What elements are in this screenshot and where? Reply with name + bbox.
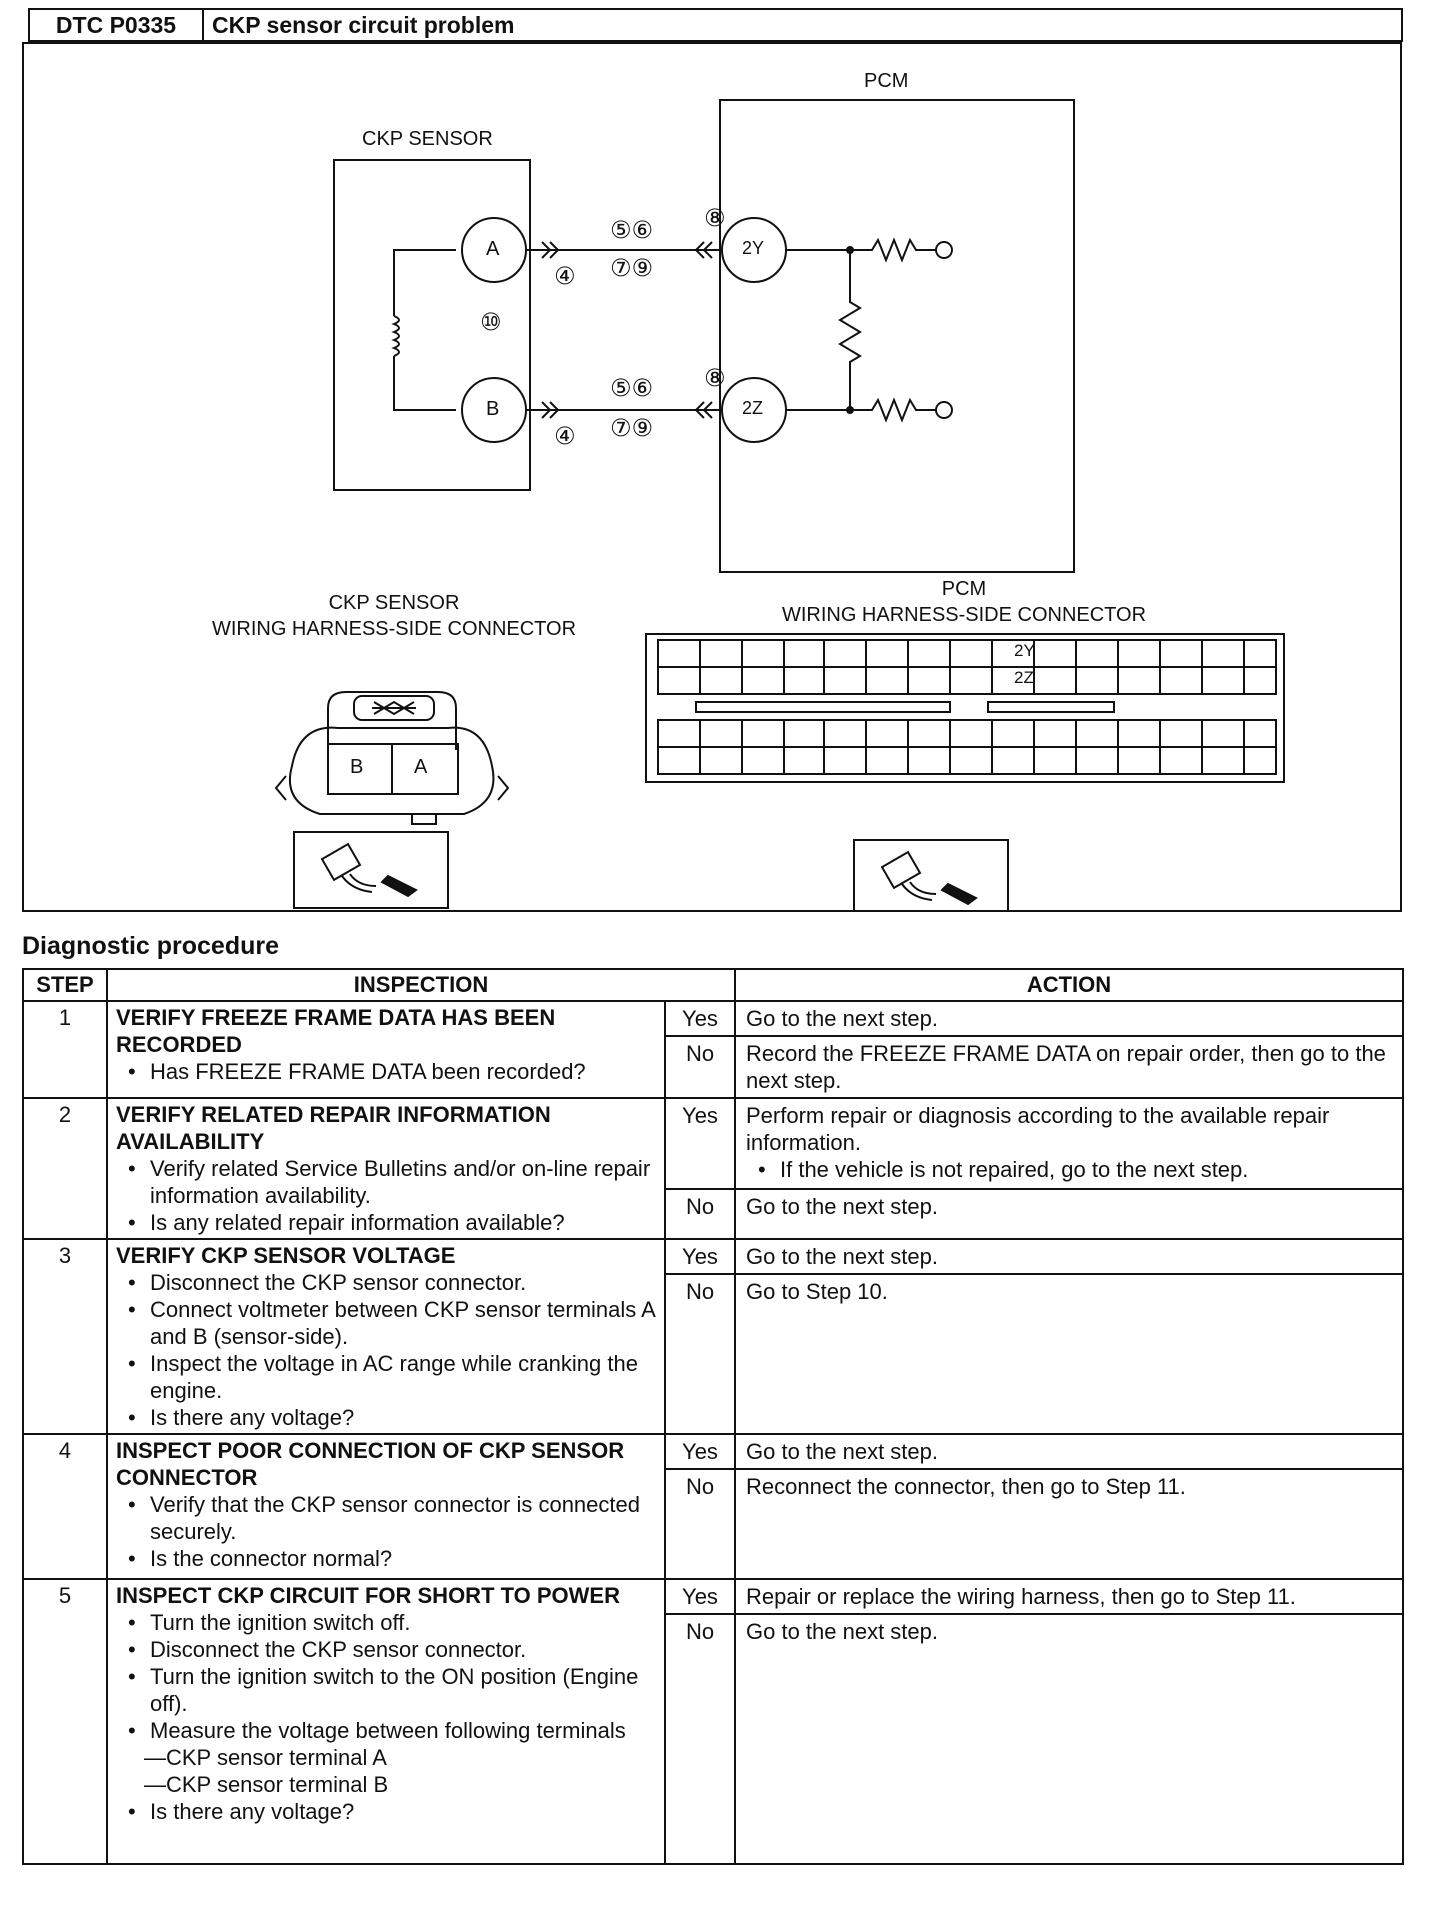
- header-action: ACTION: [735, 969, 1403, 1001]
- step-inspection: [107, 1239, 665, 1434]
- terminal-item: — CKP sensor terminal B: [144, 1771, 656, 1798]
- step-bullet: • Inspect the voltage in AC range while cranking the engine.: [150, 1350, 656, 1404]
- ckp-connector-pin-a: A: [414, 756, 428, 778]
- step-bullet: • Is there any voltage?: [150, 1798, 656, 1825]
- marker-79-top: ⑦⑨: [610, 255, 654, 282]
- pcm-internal-circuit: [786, 240, 952, 420]
- table-row: [23, 1001, 1403, 1036]
- step-bullet: • Disconnect the CKP sensor connector.: [150, 1636, 656, 1663]
- yes-label: Yes: [665, 1579, 735, 1614]
- yes-action: Perform repair or diagnosis according to the available repair information.: [746, 1103, 1330, 1155]
- step-inspection: [107, 1098, 665, 1239]
- wiring-diagram-frame: [22, 42, 1402, 912]
- dtc-header: [28, 8, 1403, 42]
- step-title: VERIFY FREEZE FRAME DATA HAS BEEN RECORDED: [116, 1005, 556, 1057]
- step-bullet: • Connect voltmeter between CKP sensor terminals A and B (sensor-side).: [150, 1296, 656, 1350]
- step-number: 5: [23, 1579, 107, 1864]
- yes-action: Repair or replace the wiring harness, then go to Step 11.: [735, 1579, 1403, 1614]
- step-number: 2: [23, 1098, 107, 1239]
- marker-56-top: ⑤⑥: [610, 217, 654, 244]
- no-action: Record the FREEZE FRAME DATA on repair order, then go to the next step.: [735, 1036, 1403, 1098]
- header-step: STEP: [23, 969, 107, 1001]
- terminal-b-label: B: [486, 398, 500, 420]
- no-action: Reconnect the connector, then go to Step 11.: [735, 1469, 1403, 1579]
- no-label: No: [665, 1274, 735, 1434]
- no-action: Go to the next step.: [735, 1189, 1403, 1239]
- ckp-connector-title-1: CKP SENSOR: [328, 592, 460, 614]
- step-title: INSPECT CKP CIRCUIT FOR SHORT TO POWER: [116, 1583, 620, 1608]
- table-row: [23, 1239, 1403, 1274]
- no-action: Go to Step 10.: [735, 1274, 1403, 1434]
- step-bullet: • Is there any voltage?: [150, 1404, 656, 1431]
- ckp-probe-icon: [294, 832, 448, 908]
- marker-56-bottom: ⑤⑥: [610, 375, 654, 402]
- terminal-item: — CKP sensor terminal A: [144, 1744, 656, 1771]
- ckp-connector-title-2: WIRING HARNESS-SIDE CONNECTOR: [211, 618, 577, 640]
- no-label: No: [665, 1469, 735, 1579]
- step-inspection: [107, 1001, 665, 1098]
- marker-4-top: ④: [554, 263, 576, 290]
- pcm-connector-drawing: [646, 634, 1284, 782]
- table-row: [23, 1579, 1403, 1614]
- step-title: VERIFY RELATED REPAIR INFORMATION AVAILABILITY: [116, 1102, 551, 1154]
- dtc-code: DTC P0335: [30, 10, 204, 40]
- no-label: No: [665, 1614, 735, 1864]
- ckp-sensor-label: CKP SENSOR: [362, 128, 493, 150]
- pcm-probe-icon: [854, 840, 1008, 910]
- marker-10: ⑩: [480, 309, 502, 336]
- pcm-box: [720, 100, 1074, 572]
- no-label: No: [665, 1189, 735, 1239]
- step-bullet: • Is the connector normal?: [150, 1545, 656, 1572]
- no-label: No: [665, 1036, 735, 1098]
- pcm-connector-pin-2y: 2Y: [1014, 641, 1035, 660]
- yes-label: Yes: [665, 1239, 735, 1274]
- yes-action-sub: • If the vehicle is not repaired, go to the next step.: [780, 1156, 1392, 1183]
- ckp-connector-pin-b: B: [350, 756, 364, 778]
- step-bullet: • Measure the voltage between following terminals: [150, 1717, 656, 1744]
- step-bullet: • Verify related Service Bulletins and/or on-line repair information availability.: [150, 1155, 656, 1209]
- yes-action-cell: [735, 1098, 1403, 1189]
- step-number: 4: [23, 1434, 107, 1579]
- step-bullet: • Verify that the CKP sensor connector is connected securely.: [150, 1491, 656, 1545]
- terminal-a-label: A: [486, 238, 500, 260]
- step-bullet: • Turn the ignition switch to the ON position (Engine off).: [150, 1663, 656, 1717]
- step-bullet: • Disconnect the CKP sensor connector.: [150, 1269, 656, 1296]
- header-inspection: INSPECTION: [107, 969, 735, 1001]
- yes-action: Go to the next step.: [735, 1434, 1403, 1469]
- wiring-diagram: [24, 44, 1400, 910]
- step-bullet: • Is any related repair information available?: [150, 1209, 656, 1236]
- marker-8-top: ⑧: [704, 205, 726, 232]
- step-title: INSPECT POOR CONNECTION OF CKP SENSOR CONNECTOR: [116, 1438, 625, 1490]
- step-inspection: [107, 1579, 665, 1864]
- pcm-connector-title-1: PCM: [941, 578, 987, 600]
- no-action: Go to the next step.: [735, 1614, 1403, 1864]
- pcm-connector-title-2: WIRING HARNESS-SIDE CONNECTOR: [781, 604, 1147, 626]
- dtc-title: CKP sensor circuit problem: [212, 12, 515, 38]
- yes-label: Yes: [665, 1098, 735, 1189]
- procedure-table: [22, 968, 1404, 1865]
- pcm-pin-2z-label: 2Z: [742, 398, 764, 418]
- marker-79-bottom: ⑦⑨: [610, 415, 654, 442]
- yes-action: Go to the next step.: [735, 1001, 1403, 1036]
- procedure-title: Diagnostic procedure: [22, 932, 279, 960]
- step-number: 3: [23, 1239, 107, 1434]
- marker-4-bottom: ④: [554, 423, 576, 450]
- table-row: [23, 1434, 1403, 1469]
- step-bullet: • Has FREEZE FRAME DATA been recorded?: [150, 1058, 656, 1085]
- step-number: 1: [23, 1001, 107, 1098]
- step-bullet: • Turn the ignition switch off.: [150, 1609, 656, 1636]
- pcm-connector-pin-2z: 2Z: [1014, 668, 1034, 687]
- table-header-row: [23, 969, 1403, 1001]
- pcm-label: PCM: [864, 70, 909, 92]
- yes-label: Yes: [665, 1001, 735, 1036]
- step-title: VERIFY CKP SENSOR VOLTAGE: [116, 1243, 456, 1268]
- marker-8-bottom: ⑧: [704, 365, 726, 392]
- yes-action: Go to the next step.: [735, 1239, 1403, 1274]
- pcm-pin-2y-label: 2Y: [742, 238, 765, 258]
- yes-label: Yes: [665, 1434, 735, 1469]
- sensor-coil: [394, 250, 456, 410]
- ckp-connector-drawing: [276, 692, 508, 824]
- step-inspection: [107, 1434, 665, 1579]
- table-row: [23, 1098, 1403, 1189]
